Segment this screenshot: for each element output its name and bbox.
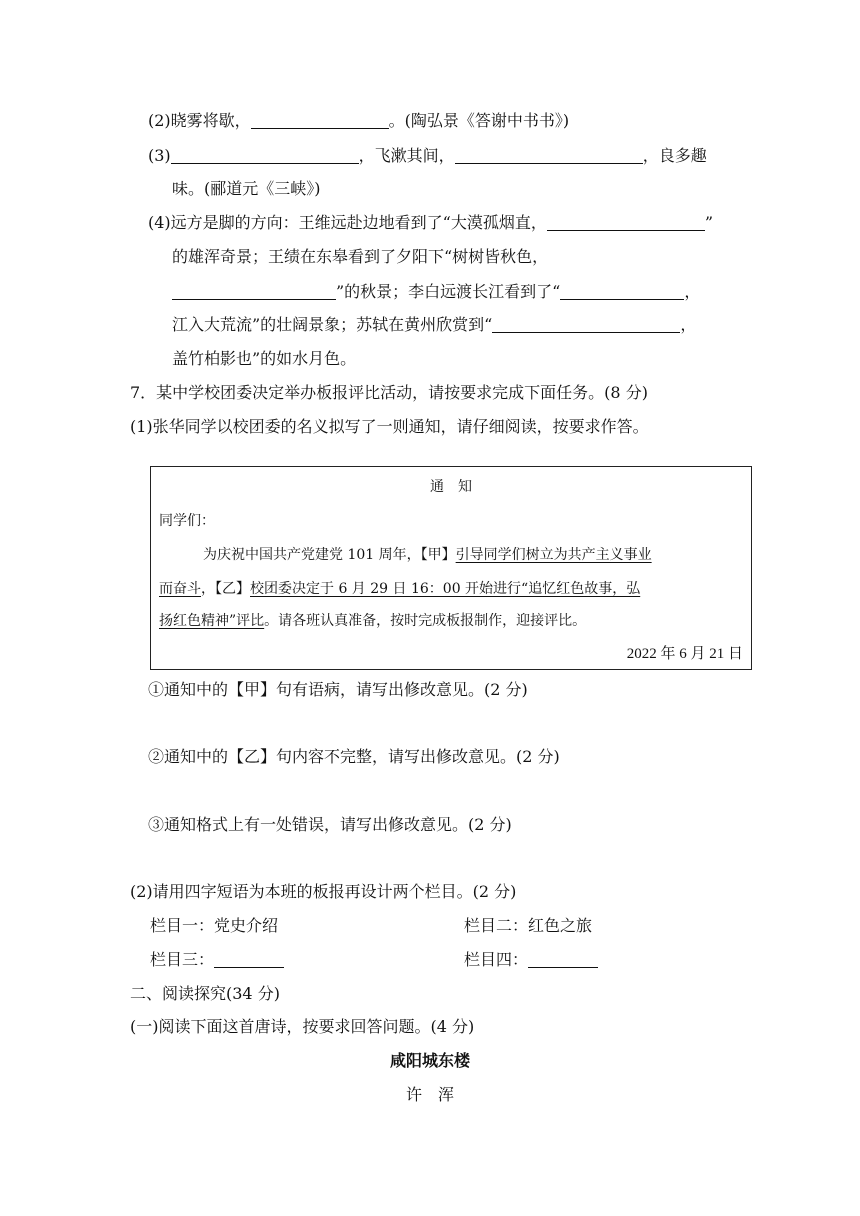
notice-salutation: 同学们： xyxy=(159,513,215,529)
fill-item-3-middle: ，飞漱其间， xyxy=(358,146,455,165)
question-7-part-b: ②通知中的【乙】句内容不完整，请写出修改意见。(2 分) xyxy=(148,747,560,766)
column-2: 栏目二：红色之旅 xyxy=(464,916,593,935)
column-1: 栏目一：党史介绍 xyxy=(150,916,279,935)
notice-body-line3 xyxy=(159,610,586,632)
column-4 xyxy=(464,949,598,971)
notice-body-line1 xyxy=(203,544,652,566)
answer-blank[interactable] xyxy=(214,951,284,968)
fill-item-4-text: (4)远方是脚的方向：王维远赴边地看到了“大漠孤烟直， xyxy=(148,213,547,232)
poem-author: 许 浑 xyxy=(405,1085,454,1104)
notice-body-text: 。请各班认真准备，按时完成板报制作，迎接评比。 xyxy=(264,613,587,629)
notice-heading: 通 知 xyxy=(430,479,472,495)
notice-sentence-yi: 扬红色精神”评比 xyxy=(159,613,265,629)
fill-item-4-text: ， xyxy=(684,282,701,301)
fill-item-4-line2: 的雄浑奇景；王绩在东皋看到了夕阳下“树树皆秋色， xyxy=(172,247,549,266)
fill-item-2-prefix: (2)晓雾将歇， xyxy=(148,111,251,130)
fill-item-3-line2: 味。(郦道元《三峡》) xyxy=(172,179,321,198)
notice-sentence-jia: 而奋斗 xyxy=(159,581,201,597)
section-2-sub1: (一)阅读下面这首唐诗，按要求回答问题。(4 分) xyxy=(130,1017,475,1036)
fill-item-2 xyxy=(148,110,569,132)
answer-blank[interactable] xyxy=(547,214,705,231)
answer-blank[interactable] xyxy=(172,283,336,300)
fill-item-4-line5: 盖竹柏影也”的如水月色。 xyxy=(172,349,357,368)
notice-body-line2 xyxy=(159,578,640,600)
fill-item-4-text: ”的秋景；李白远渡长江看到了“ xyxy=(336,282,561,301)
question-7-part-a: ①通知中的【甲】句有语病，请写出修改意见。(2 分) xyxy=(148,680,528,699)
fill-item-2-suffix: 。(陶弘景《答谢中书书》) xyxy=(388,111,570,130)
notice-body-text: ，【乙】 xyxy=(201,581,250,597)
notice-sentence-jia: 引导同学们树立为共产主义事业 xyxy=(455,547,652,563)
fill-item-4-text: ， xyxy=(680,315,697,334)
answer-blank[interactable] xyxy=(455,147,643,164)
column-3-label: 栏目三： xyxy=(150,950,215,969)
fill-item-3-prefix: (3) xyxy=(148,146,171,165)
fill-item-3 xyxy=(148,145,707,167)
notice-date: 2022 年 6 月 21 日 xyxy=(626,646,743,662)
answer-blank[interactable] xyxy=(171,147,359,164)
question-7-sub1: (1)张华同学以校团委的名义拟写了一则通知，请仔细阅读，按要求作答。 xyxy=(130,417,649,436)
fill-item-4-line4 xyxy=(172,314,696,336)
fill-item-4-text: ” xyxy=(704,213,714,232)
answer-blank[interactable] xyxy=(492,316,680,333)
notice-body-text: 为庆祝中国共产党建党 101 周年，【甲】 xyxy=(203,547,456,563)
fill-item-4-text: 江入大荒流”的壮阔景象；苏轼在黄州欣赏到“ xyxy=(172,315,493,334)
poem-title: 咸阳城东楼 xyxy=(389,1051,470,1070)
answer-blank[interactable] xyxy=(528,951,598,968)
column-4-label: 栏目四： xyxy=(464,950,529,969)
notice-sentence-yi: 校团委决定于 6 月 29 日 16：00 开始进行“追忆红色故事，弘 xyxy=(250,581,641,597)
notice-box xyxy=(150,466,752,670)
section-2-title: 二、阅读探究(34 分) xyxy=(130,984,280,1003)
question-7-title: 7．某中学校团委决定举办板报评比活动，请按要求完成下面任务。(8 分) xyxy=(130,383,648,402)
fill-item-4-line1 xyxy=(148,212,713,234)
answer-blank[interactable] xyxy=(251,112,389,129)
fill-item-4-line3 xyxy=(172,281,700,303)
column-3 xyxy=(150,949,284,971)
question-7-sub2: (2)请用四字短语为本班的板报再设计两个栏目。(2 分) xyxy=(130,882,517,901)
question-7-part-c: ③通知格式上有一处错误，请写出修改意见。(2 分) xyxy=(148,815,512,834)
fill-item-3-suffix: ，良多趣 xyxy=(642,146,707,165)
answer-blank[interactable] xyxy=(560,283,684,300)
